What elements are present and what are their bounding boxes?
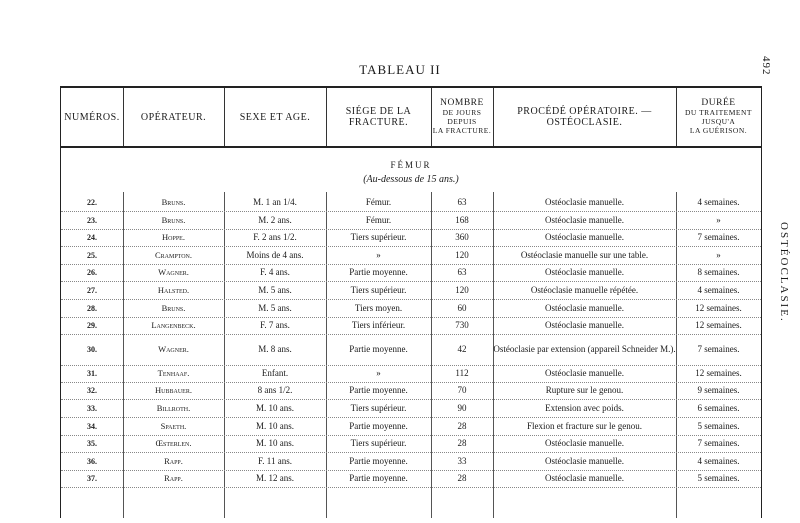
table-row xyxy=(61,282,761,300)
cell-numero: 35. xyxy=(87,439,97,449)
page-number: 492 xyxy=(760,56,772,76)
cell-siege: Tiers supérieur. xyxy=(350,285,407,295)
cell-numero: 34. xyxy=(87,421,97,431)
cell-siege: Partie moyenne. xyxy=(349,420,408,431)
cell-siege: Tiers moyen. xyxy=(354,302,403,313)
cell-sexe-age: M. 5 ans. xyxy=(258,302,292,313)
cell-sexe-age: 8 ans 1/2. xyxy=(257,385,293,396)
cell-operateur: Bruns. xyxy=(161,214,186,225)
cell-jours: 33 xyxy=(457,455,467,466)
header-jours-line4: LA FRACTURE. xyxy=(432,126,492,135)
table-row xyxy=(61,212,761,230)
cell-operateur: Œsterlen. xyxy=(155,438,192,449)
cell-siege: Fémur. xyxy=(365,214,392,225)
section-subtitle: (Au-dessous de 15 ans.) xyxy=(363,174,459,185)
table-row xyxy=(61,335,761,366)
table-row xyxy=(61,418,761,436)
cell-siege: Partie moyenne. xyxy=(349,344,408,355)
table-row xyxy=(61,317,761,335)
cell-procede: Ostéoclasie manuelle. xyxy=(545,473,624,484)
cell-numero: 28. xyxy=(87,303,97,313)
cell-duree: » xyxy=(716,214,721,225)
table-row xyxy=(61,194,761,212)
cell-sexe-age: Moins de 4 ans. xyxy=(246,249,304,260)
cell-sexe-age: Enfant. xyxy=(261,367,289,378)
cell-operateur: Crampton. xyxy=(154,249,193,260)
section-title: FÉMUR xyxy=(390,160,432,170)
cell-duree: 5 semaines. xyxy=(697,420,740,431)
cell-jours: 120 xyxy=(455,249,469,260)
cell-duree: 4 semaines. xyxy=(697,197,740,207)
cell-sexe-age: M. 10 ans. xyxy=(256,403,294,413)
cell-jours: 60 xyxy=(457,302,467,313)
cell-procede: Ostéoclasie manuelle. xyxy=(545,232,624,243)
cell-duree: 7 semaines. xyxy=(697,438,740,449)
cell-procede: Extension avec poids. xyxy=(545,403,624,413)
cell-sexe-age: F. 4 ans. xyxy=(260,267,290,278)
cell-operateur: Rapp. xyxy=(164,473,183,484)
table-row xyxy=(61,365,761,383)
cell-siege: Tiers supérieur. xyxy=(350,232,407,243)
header-jours-line2: DE JOURS xyxy=(442,108,482,117)
cell-numero: 32. xyxy=(87,386,97,396)
cell-sexe-age: F. 7 ans. xyxy=(260,320,290,331)
cell-jours: 28 xyxy=(457,438,467,449)
cell-procede: Ostéoclasie manuelle. xyxy=(545,438,624,449)
cell-numero: 33. xyxy=(87,404,97,413)
table-title: TABLEAU II xyxy=(359,62,441,77)
table-row xyxy=(61,453,761,471)
side-running-title: OSTÉOCLASIE. xyxy=(778,222,790,323)
cell-jours: 28 xyxy=(457,473,467,484)
cell-sexe-age: M. 8 ans. xyxy=(258,344,292,355)
cell-duree: 8 semaines. xyxy=(697,267,740,278)
cell-operateur: Bruns. xyxy=(161,302,186,313)
cell-siege: » xyxy=(376,249,381,260)
cell-procede: Ostéoclasie manuelle répétée. xyxy=(530,285,639,295)
cell-numero: 30. xyxy=(87,345,97,355)
table-row xyxy=(61,229,761,247)
cell-numero: 24. xyxy=(87,233,97,243)
cell-siege: Tiers supérieur. xyxy=(350,438,407,449)
cell-jours: 90 xyxy=(457,403,467,413)
cell-siege: » xyxy=(376,367,381,378)
table-row xyxy=(61,470,761,488)
cell-numero: 25. xyxy=(87,250,97,260)
cell-jours: 63 xyxy=(457,197,467,207)
table-row xyxy=(61,400,761,418)
header-duree-line4: LA GUÉRISON. xyxy=(689,126,748,135)
cell-sexe-age: F. 11 ans. xyxy=(258,455,292,466)
cell-numero: 31. xyxy=(87,368,97,378)
header-procede: PROCÉDÉ OPÉRATOIRE. — OSTÉOCLASIE. xyxy=(493,88,677,146)
cell-procede: Ostéoclasie manuelle. xyxy=(545,302,624,313)
cell-operateur: Tenhaaf. xyxy=(157,367,190,378)
cell-procede: Ostéoclasie manuelle sur une table. xyxy=(520,249,649,260)
header-siege: SIÉGE DE LA FRACTURE. xyxy=(326,88,432,146)
cell-operateur: Langenbeck. xyxy=(151,320,196,331)
cell-numero: 37. xyxy=(87,474,97,484)
cell-procede: Ostéoclasie manuelle. xyxy=(545,267,624,278)
data-table xyxy=(60,86,762,518)
cell-duree: 4 semaines. xyxy=(697,455,740,466)
cell-duree: 6 semaines. xyxy=(697,403,740,413)
header-bottom-rule xyxy=(61,146,761,148)
cell-operateur: Wagner. xyxy=(158,267,189,278)
cell-siege: Tiers inférieur. xyxy=(351,320,406,331)
cell-numero: 26. xyxy=(87,268,97,278)
cell-siege: Partie moyenne. xyxy=(349,455,408,466)
table-row xyxy=(61,382,761,400)
cell-operateur: Hubbauer. xyxy=(155,385,192,396)
header-duree xyxy=(676,88,761,146)
cell-operateur: Spaeth. xyxy=(160,420,187,431)
cell-operateur: Halsted. xyxy=(157,285,190,295)
cell-sexe-age: M. 1 an 1/4. xyxy=(253,197,297,207)
cell-jours: 28 xyxy=(457,420,467,431)
cell-sexe-age: M. 5 ans. xyxy=(258,285,292,295)
cell-jours: 120 xyxy=(455,285,469,295)
cell-jours: 63 xyxy=(457,267,467,278)
cell-procede: Ostéoclasie manuelle. xyxy=(545,214,624,225)
cell-sexe-age: M. 10 ans. xyxy=(256,438,294,449)
cell-sexe-age: F. 2 ans 1/2. xyxy=(253,232,297,243)
cell-sexe-age: M. 12 ans. xyxy=(256,473,294,484)
table-row xyxy=(61,300,761,318)
cell-numero: 23. xyxy=(87,215,97,225)
cell-siege: Fémur. xyxy=(365,197,392,207)
header-jours-line3: DEPUIS xyxy=(447,117,477,126)
header-jours-line1: NOMBRE xyxy=(440,98,484,108)
cell-siege: Partie moyenne. xyxy=(349,267,408,278)
cell-jours: 112 xyxy=(455,367,469,378)
header-duree-line1: DURÉE xyxy=(701,98,736,108)
cell-operateur: Bruns. xyxy=(161,197,186,207)
cell-operateur: Billroth. xyxy=(156,403,191,413)
cell-siege: Partie moyenne. xyxy=(349,385,408,396)
header-sexe-age: SEXE ET AGE. xyxy=(224,88,327,146)
cell-jours: 70 xyxy=(457,385,467,396)
cell-operateur: Rapp. xyxy=(164,455,183,466)
cell-procede: Ostéoclasie par extension (appareil Schneider M.). xyxy=(493,344,676,355)
cell-numero: 22. xyxy=(87,198,97,207)
cell-operateur: Hoppe. xyxy=(162,232,185,243)
table-row xyxy=(61,264,761,282)
cell-procede: Ostéoclasie manuelle. xyxy=(545,320,624,331)
cell-procede: Ostéoclasie manuelle. xyxy=(545,455,624,466)
cell-duree: 5 semaines. xyxy=(697,473,740,484)
table-row xyxy=(61,435,761,453)
cell-duree: 4 semaines. xyxy=(697,285,740,295)
cell-jours: 360 xyxy=(455,232,469,243)
cell-duree: 7 semaines. xyxy=(697,232,740,243)
cell-jours: 730 xyxy=(455,320,469,331)
cell-procede: Ostéoclasie manuelle. xyxy=(545,197,624,207)
cell-sexe-age: M. 10 ans. xyxy=(256,420,294,431)
header-jours xyxy=(431,88,494,146)
cell-numero: 29. xyxy=(87,321,97,331)
table-row xyxy=(61,247,761,265)
cell-numero: 36. xyxy=(87,456,97,466)
header-operateur: OPÉRATEUR. xyxy=(123,88,225,146)
cell-numero: 27. xyxy=(87,286,97,295)
cell-duree: 9 semaines. xyxy=(697,385,740,396)
cell-duree: 12 semaines. xyxy=(695,367,742,378)
header-numeros: NUMÉROS. xyxy=(61,88,124,146)
header-duree-line2: DU TRAITEMENT xyxy=(685,108,752,117)
cell-duree: 7 semaines. xyxy=(697,344,740,355)
cell-duree: 12 semaines. xyxy=(695,302,742,313)
cell-jours: 168 xyxy=(455,214,469,225)
cell-procede: Flexion et fracture sur le genou. xyxy=(527,420,642,431)
cell-duree: » xyxy=(716,249,721,260)
cell-siege: Tiers supérieur. xyxy=(350,403,407,413)
cell-procede: Rupture sur le genou. xyxy=(545,385,624,396)
cell-operateur: Wagner. xyxy=(158,344,189,355)
header-duree-line3: JUSQU'A xyxy=(701,117,736,126)
cell-siege: Partie moyenne. xyxy=(349,473,408,484)
cell-jours: 42 xyxy=(457,344,467,355)
cell-sexe-age: M. 2 ans. xyxy=(258,214,292,225)
cell-procede: Ostéoclasie manuelle. xyxy=(545,367,624,378)
cell-duree: 12 semaines. xyxy=(695,320,742,331)
